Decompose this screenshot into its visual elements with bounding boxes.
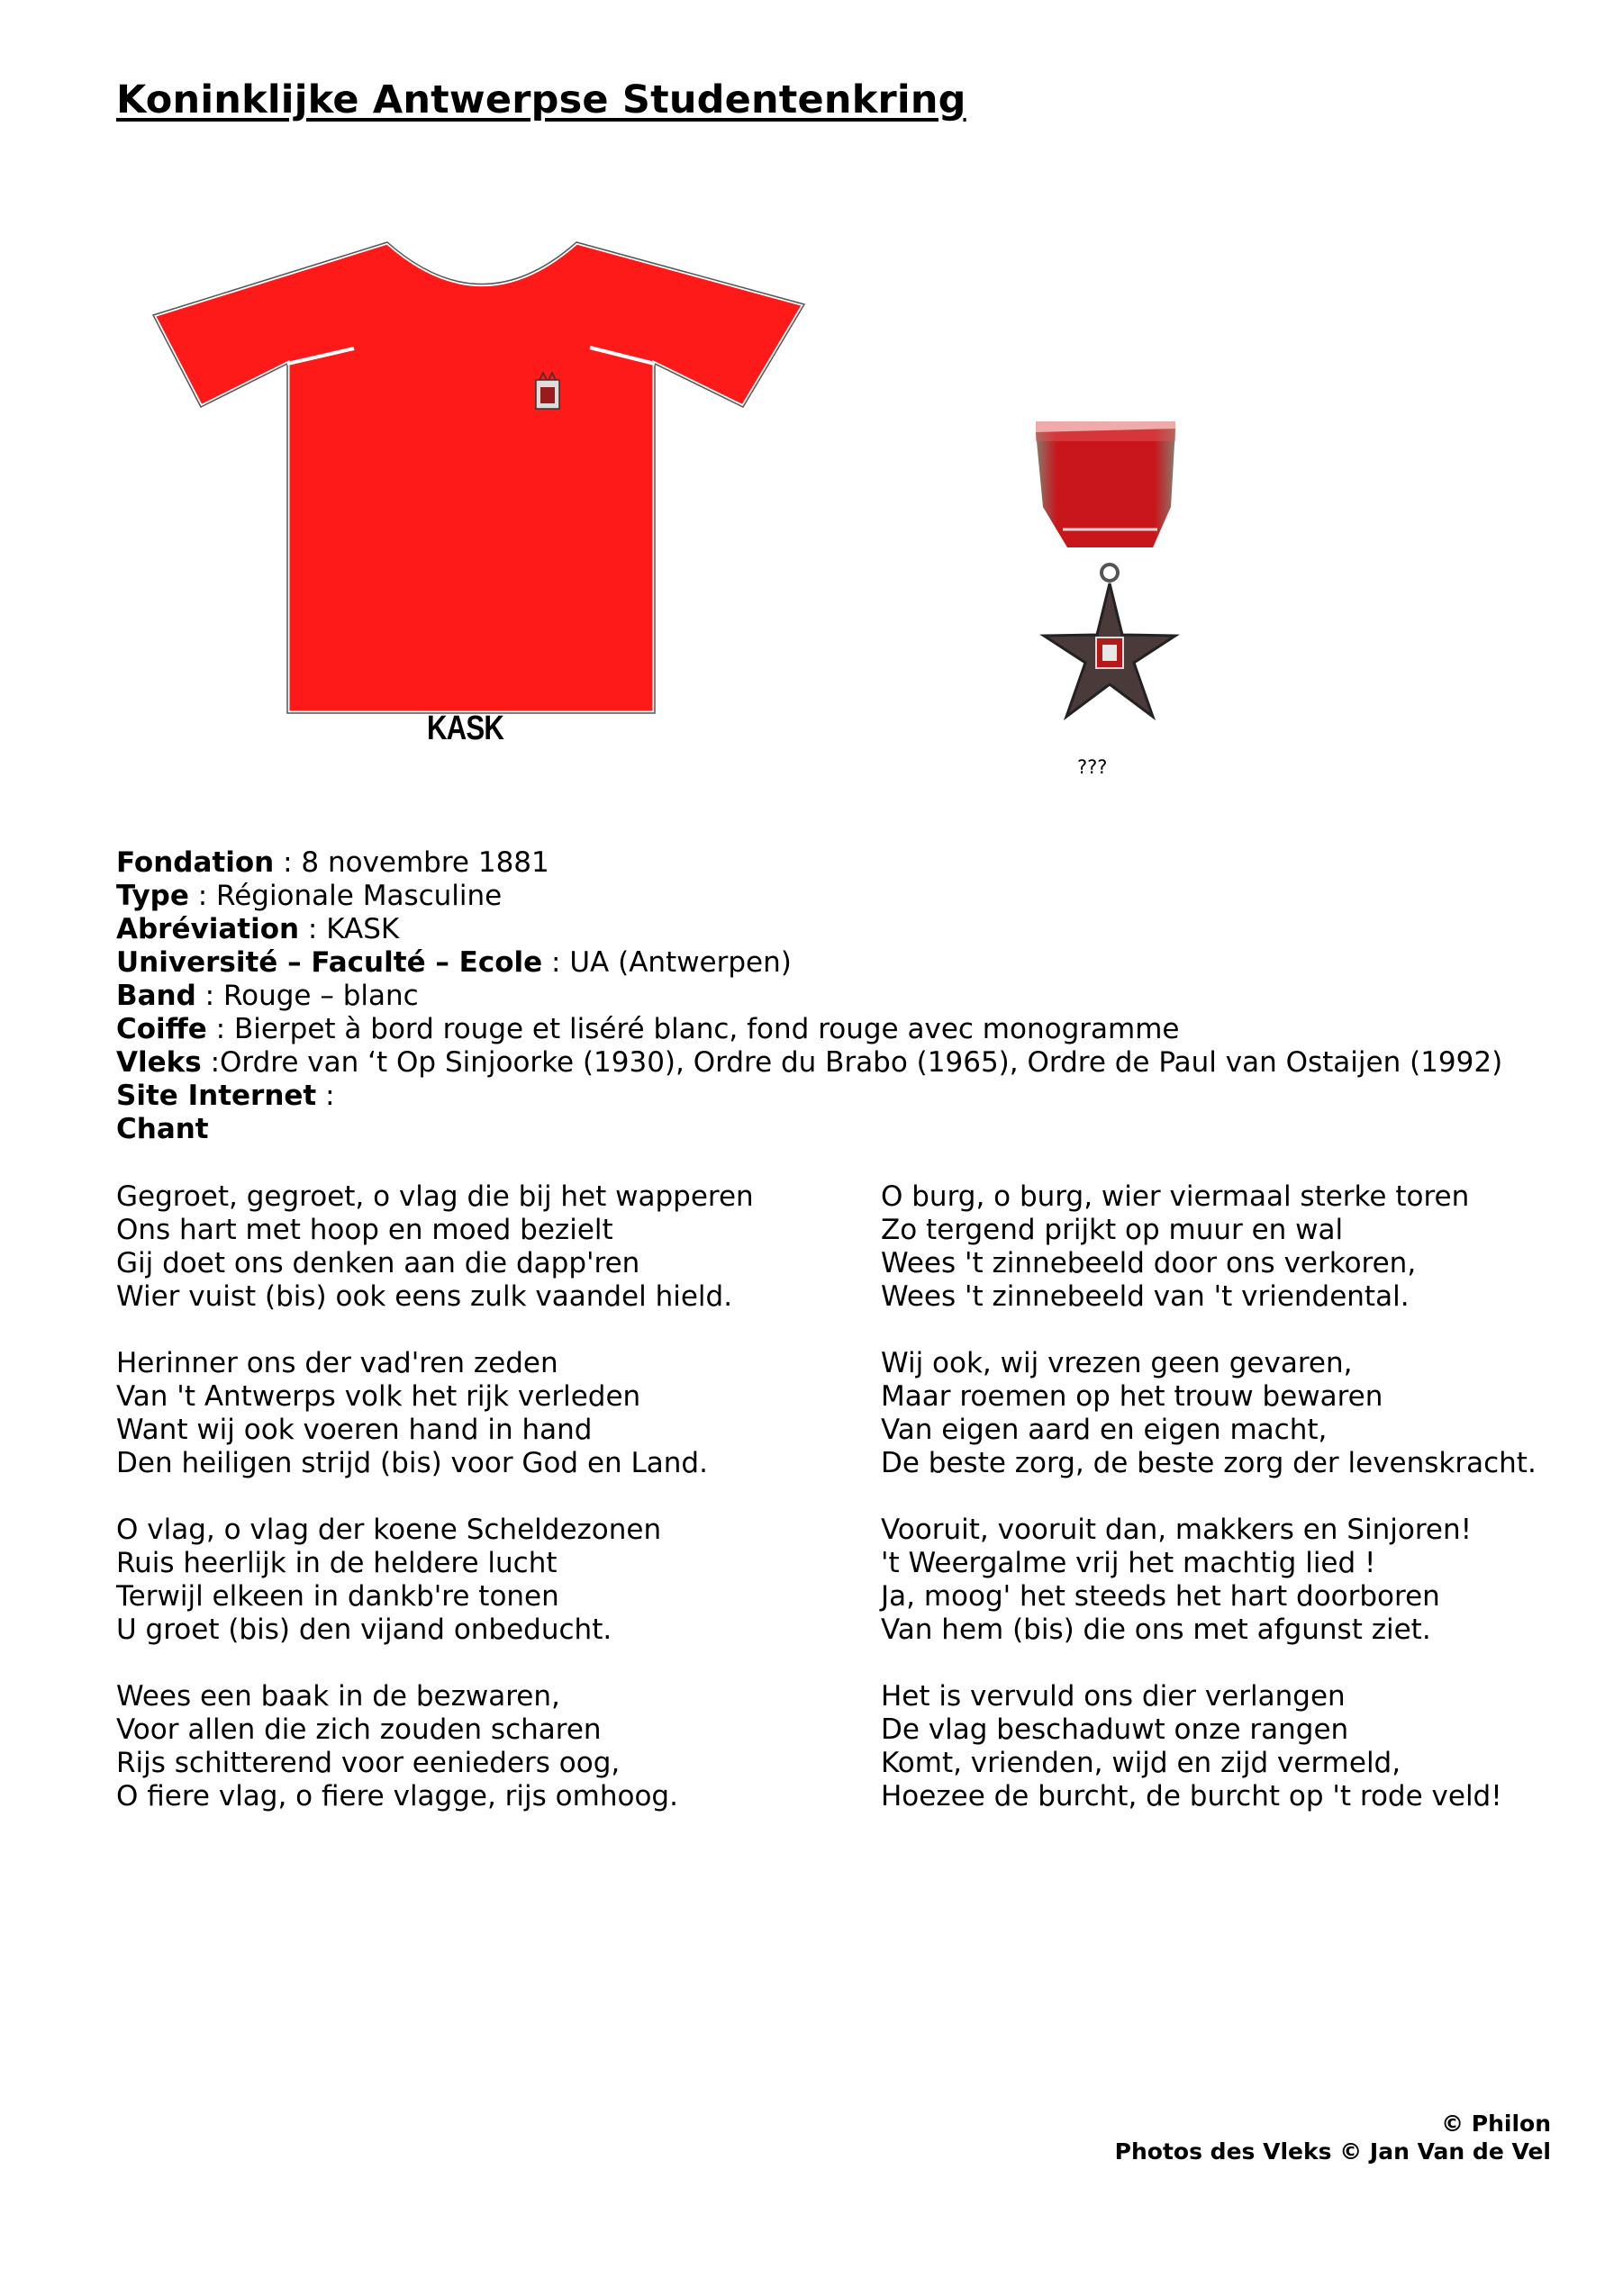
stanza bbox=[881, 1180, 1537, 1314]
info-row-vleks: Vleks :Ordre van ‘t Op Sinjoorke (1930), Ordre du Brabo (1965), Ordre de Paul van Ostaijen (1992) bbox=[116, 1046, 1503, 1079]
stanza bbox=[116, 1180, 754, 1314]
song-line: Komt, vrienden, wijd en zijd vermeld, bbox=[881, 1747, 1401, 1779]
song-line: Terwijl elkeen in dankb're tonen bbox=[116, 1580, 559, 1613]
song-line: Ja, moog' het steeds het hart doorboren bbox=[881, 1580, 1440, 1613]
song-line: O burg, o burg, wier viermaal sterke toren bbox=[881, 1180, 1470, 1213]
song-line: Wier vuist (bis) ook eens zulk vaandel hield. bbox=[116, 1280, 733, 1313]
song-line: Wees 't zinnebeeld door ons verkoren, bbox=[881, 1247, 1417, 1279]
song-line: De beste zorg, de beste zorg der levenskracht. bbox=[881, 1447, 1537, 1479]
song-line: O fiere vlag, o fiere vlagge, rijs omhoog. bbox=[116, 1780, 678, 1812]
tshirt-body bbox=[153, 242, 804, 713]
song-line: O vlag, o vlag der koene Scheldezonen bbox=[116, 1514, 662, 1546]
song-line: Wees 't zinnebeeld van 't vriendental. bbox=[881, 1280, 1410, 1313]
info-row-site: Site Internet : bbox=[116, 1080, 335, 1112]
page-title: Koninklijke Antwerpse Studentenkring bbox=[116, 77, 966, 122]
song-line: 't Weergalme vrij het machtig lied ! bbox=[881, 1547, 1376, 1579]
song-line: Rijs schitterend voor eenieders oog, bbox=[116, 1747, 621, 1779]
song-line: Maar roemen op het trouw bewaren bbox=[881, 1380, 1383, 1413]
info-row-coiffe: Coiffe : Bierpet à bord rouge et liséré blanc, fond rouge avec monogramme bbox=[116, 1013, 1180, 1045]
shirt-label: KASK bbox=[427, 710, 504, 747]
song-line: Wees een baak in de bezwaren, bbox=[116, 1680, 560, 1713]
song-line: Wij ook, wij vrezen geen gevaren, bbox=[881, 1347, 1353, 1379]
song-line: Van 't Antwerps volk het rijk verleden bbox=[116, 1380, 641, 1413]
medal-image bbox=[1000, 421, 1189, 755]
info-row-type: Type : Régionale Masculine bbox=[116, 880, 503, 912]
song-line: Gij doet ons denken aan die dapp'ren bbox=[116, 1247, 640, 1279]
song-line: Ruis heerlijk in de heldere lucht bbox=[116, 1547, 558, 1579]
song-line: Van hem (bis) die ons met afgunst ziet. bbox=[881, 1614, 1431, 1646]
stanza bbox=[881, 1347, 1537, 1480]
song-line: Herinner ons der vad'ren zeden bbox=[116, 1347, 558, 1379]
song-line: Hoezee de burcht, de burcht op 't rode veld! bbox=[881, 1780, 1502, 1812]
stanza bbox=[116, 1680, 754, 1813]
info-row-band: Band : Rouge – blanc bbox=[116, 980, 419, 1012]
footer-credits bbox=[1115, 2110, 1551, 2165]
song-line: Het is vervuld ons dier verlangen bbox=[881, 1680, 1346, 1713]
medal-caption: ??? bbox=[1077, 756, 1108, 778]
stanza bbox=[116, 1347, 754, 1480]
song-line: U groet (bis) den vijand onbeducht. bbox=[116, 1614, 612, 1646]
song-line: Voor allen die zich zouden scharen bbox=[116, 1713, 602, 1746]
song-left-column bbox=[116, 1180, 754, 1847]
info-block bbox=[116, 846, 1502, 1146]
song-line: Van eigen aard en eigen macht, bbox=[881, 1414, 1328, 1446]
info-row-universite: Université – Faculté – Ecole : UA (Antwerpen) bbox=[116, 946, 792, 979]
stanza bbox=[881, 1514, 1537, 1647]
song-line: Vooruit, vooruit dan, makkers en Sinjoren! bbox=[881, 1514, 1473, 1546]
song-line: Want wij ook voeren hand in hand bbox=[116, 1414, 593, 1446]
tshirt-image bbox=[149, 236, 820, 722]
info-row-fondation: Fondation : 8 novembre 1881 bbox=[116, 846, 549, 879]
song-right-column bbox=[881, 1180, 1537, 1847]
song-line: Ons hart met hoop en moed bezielt bbox=[116, 1214, 613, 1246]
song-line: De vlag beschaduwt onze rangen bbox=[881, 1713, 1349, 1746]
stanza bbox=[116, 1514, 754, 1647]
info-row-abreviation: Abréviation : KASK bbox=[116, 913, 400, 945]
song-line: Den heiligen strijd (bis) voor God en Land. bbox=[116, 1447, 708, 1479]
song-line: Zo tergend prijkt op muur en wal bbox=[881, 1214, 1344, 1246]
copyright-line: © Philon bbox=[1441, 2111, 1551, 2137]
stanza bbox=[881, 1680, 1537, 1813]
info-row-chant: Chant bbox=[116, 1113, 209, 1145]
photo-credit-line: Photos des Vleks © Jan Van de Vel bbox=[1114, 2138, 1551, 2165]
song-line: Gegroet, gegroet, o vlag die bij het wapperen bbox=[116, 1180, 754, 1213]
